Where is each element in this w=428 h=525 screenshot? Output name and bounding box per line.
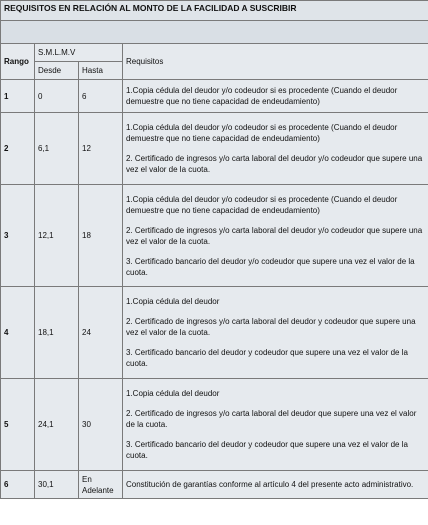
header-desde: Desde [35, 62, 79, 80]
header-requisitos: Requisitos [123, 44, 428, 80]
desde-cell: 24,1 [35, 379, 79, 471]
table-row [1, 379, 428, 471]
requisitos-cell [123, 185, 428, 287]
rango-cell: 6 [1, 471, 35, 499]
desde-cell: 18,1 [35, 287, 79, 379]
table-row [1, 287, 428, 379]
table-row [1, 80, 428, 113]
rango-cell: 3 [1, 185, 35, 287]
requisito-item: 2. Certificado de ingresos y/o carta laboral del deudor y/o codeudor que supere una vez el valor de la cuota. [126, 225, 423, 246]
table-row [1, 113, 428, 185]
desde-cell: 6,1 [35, 113, 79, 185]
requisito-item: 2. Certificado de ingresos y/o carta laboral del deudor y codeudor que supere una vez el valor de la cuota. [126, 317, 416, 337]
hasta-cell: 30 [79, 379, 123, 471]
hasta-cell: 12 [79, 113, 123, 185]
blank-row [1, 21, 428, 44]
rango-cell: 4 [1, 287, 35, 379]
header-rango: Rango [1, 44, 35, 80]
desde-cell: 12,1 [35, 185, 79, 287]
hasta-cell: 6 [79, 80, 123, 113]
table-row [1, 471, 428, 499]
requisitos-cell [123, 379, 428, 471]
requisito-item: 1.Copia cédula del deudor y/o codeudor si es procedente (Cuando el deudor demuestre que no tiene capacidad de endeudamiento) [126, 194, 398, 215]
rango-cell: 5 [1, 379, 35, 471]
hasta-cell: 18 [79, 185, 123, 287]
rango-cell: 1 [1, 80, 35, 113]
table-title: REQUISITOS EN RELACIÓN AL MONTO DE LA FACILIDAD A SUSCRIBIR [1, 1, 428, 21]
desde-cell: 0 [35, 80, 79, 113]
requisito-item: 1.Copia cédula del deudor y/o codeudor si es procedente (Cuando el deudor demuestre que no tiene capacidad de endeudamiento) [126, 86, 398, 106]
requisito-item: 3. Certificado bancario del deudor y codeudor que supere una vez el valor de la cuota. [126, 348, 408, 368]
header-hasta: Hasta [79, 62, 123, 80]
requisito-item: 1.Copia cédula del deudor [126, 389, 220, 398]
desde-cell: 30,1 [35, 471, 79, 499]
requisito-item: 3. Certificado bancario del deudor y/o codeudor que supere una vez el valor de la cuota. [126, 256, 415, 277]
requisito-item: 2. Certificado de ingresos y/o carta laboral del deudor que supere una vez el valor de la cuota. [126, 409, 417, 429]
hasta-cell: 24 [79, 287, 123, 379]
requisito-item: 1.Copia cédula del deudor [126, 297, 220, 306]
rango-cell: 2 [1, 113, 35, 185]
requisitos-cell [123, 287, 428, 379]
requisito-item: 2. Certificado de ingresos y/o carta laboral del deudor y/o codeudor que supere una vez el valor de la cuota. [126, 154, 423, 174]
requisito-item: 3. Certificado bancario del deudor y codeudor que supere una vez el valor de la cuota. [126, 440, 408, 460]
requisito-item: 1.Copia cédula del deudor y/o codeudor si es procedente (Cuando el deudor demuestre que no tiene capacidad de endeudamiento) [126, 123, 398, 143]
hasta-cell: En Adelante [79, 471, 123, 499]
requisitos-cell [123, 80, 428, 113]
header-smlmv: S.M.L.M.V [35, 44, 123, 62]
table-row [1, 185, 428, 287]
requisito-item: Constitución de garantías conforme al artículo 4 del presente acto administrativo. [126, 480, 414, 489]
requisitos-cell [123, 471, 428, 499]
requisitos-cell [123, 113, 428, 185]
